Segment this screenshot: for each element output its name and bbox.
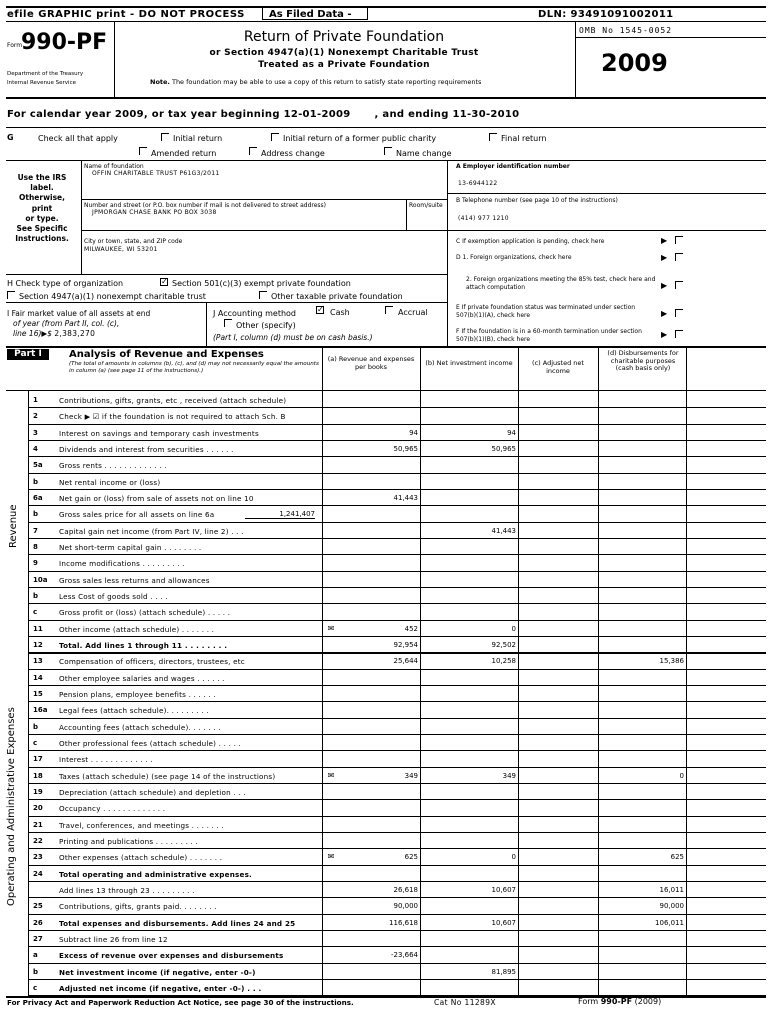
row-divider [28, 767, 766, 768]
row-number: b [33, 722, 39, 731]
row-label: Net gain or (loss) from sale of assets not on line 10 [59, 493, 254, 503]
form-subtitle-1: or Section 4947(a)(1) Nonexempt Charitable Trust [209, 48, 479, 58]
city-label: City or town, state, and ZIP code [84, 238, 183, 245]
cash-checkbox[interactable]: ✓ [317, 305, 324, 314]
row-label: Depreciation (attach schedule) and depletion . . . [59, 787, 246, 797]
row-divider [28, 963, 766, 964]
row-number: 8 [33, 542, 38, 551]
header-note: Note. The foundation may be able to use a copy of this return to satisfy state reporting requirements [150, 78, 482, 86]
row-label: Occupancy . . . . . . . . . . . . . [59, 804, 166, 814]
row-number: b [33, 591, 39, 600]
row-number: 22 [33, 836, 43, 845]
row-number: 12 [33, 640, 43, 649]
fmv-assets-label: I Fair market value of all assets at end of year (from Part II, col. (c), line 16)▶$ 2,383,270 [7, 309, 151, 338]
efile-banner: efile GRAPHIC print - DO NOT PROCESS [7, 9, 245, 20]
row-divider [28, 603, 766, 604]
row-number: 5a [33, 461, 43, 470]
phone-value: (414) 977 1210 [458, 215, 509, 222]
row-divider [28, 538, 766, 539]
row-number: 16a [33, 706, 48, 715]
row-label: Subtract line 26 from line 12 [59, 934, 168, 944]
final-return-label: Final return [501, 134, 547, 143]
exemption-pending-checkbox[interactable] [675, 236, 683, 244]
side-label-expenses: Operating and Administrative Expenses [6, 707, 17, 906]
cell-col-d[interactable]: 0 [679, 771, 684, 780]
part-i-subtitle: (The total of amounts in columns (b), (c), and (d) may not necessarily equal the amounts in column (a) (see page 11 of the instructions).) [69, 361, 319, 374]
final-return-checkbox[interactable] [489, 133, 497, 141]
col-c-header: (c) Adjusted net income [532, 359, 584, 375]
cell-col-a[interactable]: 94 [409, 428, 418, 437]
row-divider [28, 750, 766, 751]
cash-basis-note: (Part I, column (d) must be on cash basis.) [213, 333, 373, 342]
exemption-pending-label: C If exemption application is pending, check here [456, 238, 605, 245]
dept-treasury: Department of the Treasury [7, 71, 84, 77]
foreign-org-label: D 1. Foreign organizations, check here [456, 254, 572, 261]
row-number: c [33, 608, 38, 617]
cell-col-a[interactable]: -23,664 [390, 951, 418, 960]
row-number: 17 [33, 755, 43, 764]
row-label: Dividends and interest from securities . . . . . . [59, 444, 234, 454]
cell-col-b[interactable]: 0 [511, 853, 516, 862]
cell-col-a[interactable]: 349 [404, 771, 418, 780]
row-number: a [33, 951, 38, 960]
row-divider [28, 522, 766, 523]
row-label: Excess of revenue over expenses and disbursements [59, 951, 284, 961]
foundation-name-label: Name of foundation [84, 163, 144, 170]
row-number: 27 [33, 934, 43, 943]
row-label: Gross profit or (loss) (attach schedule) . . . . . [59, 608, 231, 618]
cell-col-b[interactable]: 94 [507, 428, 516, 437]
row-divider [28, 554, 766, 555]
row-divider [28, 571, 766, 572]
row-divider [28, 816, 766, 817]
dln-number: DLN: 93491091002011 [538, 9, 674, 20]
arrow-icon: ▶ [661, 236, 668, 245]
row-number: 24 [33, 869, 43, 878]
row-label: Interest . . . . . . . . . . . . . [59, 755, 153, 765]
row-number: 21 [33, 820, 43, 829]
row-divider [28, 914, 766, 915]
row-label: Other expenses (attach schedule) . . . . . . . [59, 853, 223, 863]
col-b-header: (b) Net investment income [425, 359, 513, 367]
row-divider [28, 734, 766, 735]
row-divider [28, 473, 766, 474]
cat-number: Cat No 11289X [434, 998, 496, 1007]
initial-return-former-label: Initial return of a former public charity [283, 134, 437, 143]
row-divider [28, 685, 766, 686]
row-number: c [33, 738, 38, 747]
amended-return-checkbox[interactable] [139, 147, 147, 155]
row-label: Printing and publications . . . . . . . . . [59, 836, 199, 846]
row-number: 19 [33, 787, 43, 796]
cell-col-a[interactable]: 26,618 [393, 885, 418, 894]
row-label: Total expenses and disbursements. Add lines 24 and 25 [59, 918, 296, 928]
dept-irs: Internal Revenue Service [7, 80, 76, 86]
row-divider [28, 718, 766, 719]
arrow-icon: ▶ [661, 281, 668, 290]
street-address: JPMORGAN CHASE BANK PO BOX 3038 [92, 209, 217, 216]
row-divider [28, 701, 766, 702]
row-divider [28, 783, 766, 784]
row-divider [28, 946, 766, 947]
cell-col-a[interactable]: 50,965 [393, 444, 418, 453]
row-label: Other professional fees (attach schedule) . . . . . [59, 738, 242, 748]
row-number: 18 [33, 771, 43, 780]
arrow-icon: ▶ [661, 330, 668, 339]
cash-label: Cash [330, 308, 350, 317]
foundation-name: OFFIN CHARITABLE TRUST P61G3/2011 [92, 170, 220, 177]
form-subtitle-2: Treated as a Private Foundation [258, 60, 430, 70]
cell-col-b[interactable]: 41,443 [491, 526, 516, 535]
cell-col-b[interactable]: 349 [502, 771, 516, 780]
name-change-label: Name change [396, 149, 452, 158]
h-org-type-label: H Check type of organization [7, 279, 124, 288]
attachment-icon[interactable]: ✉ [327, 852, 335, 862]
row-label: Interest on savings and temporary cash investments [59, 428, 259, 438]
row-divider [28, 440, 766, 441]
row-number: b [33, 510, 39, 519]
footer-form-id: Form 990-PF (2009) [578, 997, 662, 1006]
row-number: 10a [33, 575, 48, 584]
room-suite-label: Room/suite [409, 202, 443, 209]
row-number: 13 [33, 657, 43, 666]
row-divider [28, 832, 766, 833]
cell-col-b[interactable]: 92,502 [491, 640, 516, 649]
row-divider [28, 897, 766, 898]
initial-return-checkbox[interactable] [161, 133, 169, 141]
row-number: 2 [33, 412, 38, 421]
row-number: b [33, 967, 39, 976]
row-divider [28, 489, 766, 490]
cell-col-b[interactable]: 10,607 [491, 918, 516, 927]
sixty-month-label: F If the foundation is in a 60-month termination under section 507(b)(1)(B), check here [456, 328, 642, 343]
other-method-checkbox[interactable] [224, 319, 232, 327]
other-taxable-checkbox[interactable] [259, 291, 267, 299]
calendar-year: For calendar year 2009, or tax year beginning 12-01-2009 , and ending 11-30-2010 [7, 109, 520, 120]
row-number: 15 [33, 689, 43, 698]
privacy-notice: For Privacy Act and Paperwork Reduction Act Notice, see page 30 of the instructions. [7, 998, 354, 1007]
accrual-checkbox[interactable] [385, 306, 393, 314]
row-label: Pension plans, employee benefits . . . . . . [59, 689, 216, 699]
street-label: Number and street (or P.O. box number if mail is not delivered to street address) [84, 202, 327, 209]
sixty-month-checkbox[interactable] [675, 330, 683, 338]
cell-col-d[interactable]: 90,000 [659, 902, 684, 911]
tax-year: 2009 [601, 49, 668, 77]
row-divider [28, 848, 766, 849]
row-label: Capital gain net income (from Part IV, line 2) . . . [59, 526, 244, 536]
pf-terminated-label: E If private foundation status was terminated under section 507(b)(1)(A), check here [456, 304, 636, 319]
row-divider [28, 587, 766, 588]
foreign-org-checkbox[interactable] [675, 253, 683, 261]
row-label: Gross rents . . . . . . . . . . . . . [59, 461, 167, 471]
row-number: 11 [33, 624, 43, 633]
row-number: 26 [33, 918, 43, 927]
row-number: 23 [33, 853, 43, 862]
row-number: 4 [33, 444, 38, 453]
row-label: Add lines 13 through 23 . . . . . . . . . [59, 885, 195, 895]
attachment-icon[interactable]: ✉ [327, 770, 335, 780]
row-divider [28, 456, 766, 457]
cell-col-d[interactable]: 16,011 [659, 885, 684, 894]
row-label: Legal fees (attach schedule). . . . . . . . . [59, 706, 209, 716]
address-change-label: Address change [261, 149, 325, 158]
row-number: b [33, 477, 39, 486]
row-label: Compensation of officers, directors, trustees, etc [59, 657, 245, 667]
g-label: G [7, 133, 14, 142]
part-i-title: Analysis of Revenue and Expenses [69, 349, 264, 360]
cell-col-b[interactable]: 0 [511, 624, 516, 633]
sec501c3-label: Section 501(c)(3) exempt private foundation [172, 279, 351, 288]
row-label: Net investment income (if negative, enter -0-) [59, 967, 256, 977]
col-d-header: (d) Disbursements for charitable purposes (cash basis only) [607, 349, 679, 372]
row-label: Taxes (attach schedule) (see page 14 of the instructions) [59, 771, 276, 781]
row-divider [28, 407, 766, 408]
city-state-zip: MILWAUKEE, WI 53201 [84, 246, 158, 253]
row-divider [28, 881, 766, 882]
col-a-header: (a) Revenue and expenses per books [327, 355, 415, 371]
cell-col-a[interactable]: 116,618 [389, 918, 418, 927]
row-label: Check ▶ ☑ if the foundation is not required to attach Sch. B [59, 412, 286, 422]
row-divider [28, 865, 766, 866]
row-label: Net short-term capital gain . . . . . . . . [59, 542, 202, 552]
cell-col-b[interactable]: 81,895 [491, 967, 516, 976]
cell-col-d[interactable]: 15,386 [659, 657, 684, 666]
side-label-revenue: Revenue [8, 504, 19, 548]
row-number: 3 [33, 428, 38, 437]
row-divider [28, 505, 766, 506]
row-divider [28, 424, 766, 425]
part-i-tag: Part I [7, 349, 49, 360]
sec4947-checkbox[interactable] [7, 291, 15, 299]
sec4947-label: Section 4947(a)(1) nonexempt charitable trust [19, 292, 206, 301]
row-label: Income modifications . . . . . . . . . [59, 559, 185, 569]
row-label: Contributions, gifts, grants, etc , received (attach schedule) [59, 396, 287, 405]
form-number: 990-PF [21, 30, 108, 55]
row-label: Total operating and administrative expenses. [59, 869, 252, 879]
cell-col-a[interactable]: 25,644 [393, 657, 418, 666]
row-number: 9 [33, 559, 38, 568]
arrow-icon: ▶ [661, 253, 668, 262]
row-divider [28, 652, 766, 654]
row-label: Accounting fees (attach schedule). . . . . . . [59, 722, 221, 732]
cell-col-a[interactable]: 92,954 [393, 640, 418, 649]
sec501c3-checkbox[interactable]: ✓ [161, 277, 168, 286]
row-number: 20 [33, 804, 43, 813]
pf-terminated-checkbox[interactable] [675, 309, 683, 317]
accounting-method-label: J Accounting method [213, 309, 297, 318]
row-divider [28, 669, 766, 670]
row-divider [28, 979, 766, 980]
row-number: c [33, 983, 38, 992]
gross-sales-price-value: 1,241,407 [245, 510, 315, 519]
attachment-icon[interactable]: ✉ [327, 623, 335, 633]
row-label: Contributions, gifts, grants paid. . . . . . . . [59, 902, 217, 912]
cell-col-a[interactable]: 452 [404, 624, 418, 633]
row-label: Gross sales less returns and allowances [59, 575, 210, 585]
row-number: 25 [33, 902, 43, 911]
irs-label-instructions: Use the IRS label. Otherwise, print or type. See Specific Instructions. [15, 173, 69, 244]
row-divider [28, 636, 766, 637]
form-title: Return of Private Foundation [243, 29, 445, 45]
row-number: 6a [33, 493, 43, 502]
row-number: 14 [33, 673, 43, 682]
check-all-label: Check all that apply [38, 134, 118, 143]
initial-return-label: Initial return [173, 134, 223, 143]
arrow-icon: ▶ [661, 309, 668, 318]
address-change-checkbox[interactable] [249, 147, 257, 155]
cell-col-b[interactable]: 10,607 [491, 885, 516, 894]
ein-label: A Employer identification number [456, 163, 570, 170]
row-label: Adjusted net income (if negative, enter -0-) . . . [59, 983, 262, 993]
row-label: Other employee salaries and wages . . . . . . [59, 673, 225, 683]
accrual-label: Accrual [398, 308, 428, 317]
cell-col-a[interactable]: 90,000 [393, 902, 418, 911]
cell-col-a[interactable]: 625 [404, 853, 418, 862]
initial-return-former-checkbox[interactable] [271, 133, 279, 141]
name-change-checkbox[interactable] [384, 147, 392, 155]
fmv-assets-value: 2,383,270 [54, 329, 96, 338]
cell-col-a[interactable]: 41,443 [393, 493, 418, 502]
row-label: Less Cost of goods sold . . . . [59, 591, 168, 601]
cell-col-b[interactable]: 10,258 [491, 657, 516, 666]
row-divider [28, 620, 766, 621]
cell-col-d[interactable]: 625 [670, 853, 684, 862]
row-divider [28, 930, 766, 931]
cell-col-b[interactable]: 50,965 [491, 444, 516, 453]
row-label: Total. Add lines 1 through 11 . . . . . . . . [59, 640, 228, 650]
amended-return-label: Amended return [151, 149, 217, 158]
row-label: Gross sales price for all assets on line 6a [59, 510, 215, 520]
form-prefix: Form [7, 42, 23, 49]
as-filed-banner: As Filed Data - [262, 7, 368, 20]
foreign-org-85-label: 2. Foreign organizations meeting the 85% test, check here and attach computation [466, 276, 656, 291]
foreign-org-85-checkbox[interactable] [675, 281, 683, 289]
row-label: Travel, conferences, and meetings . . . . . . . [59, 820, 224, 830]
row-divider [28, 799, 766, 800]
row-number: 7 [33, 526, 38, 535]
row-label: Net rental income or (loss) [59, 477, 161, 487]
row-number: 1 [33, 396, 38, 404]
other-method-label: Other (specify) [236, 321, 296, 330]
ein-value: 13-6944122 [458, 180, 498, 187]
other-taxable-label: Other taxable private foundation [271, 292, 403, 301]
cell-col-d[interactable]: 106,011 [655, 918, 684, 927]
row-label: Other income (attach schedule) . . . . . . . [59, 624, 215, 634]
phone-label: B Telephone number (see page 10 of the instructions) [456, 197, 618, 204]
omb-number: OMB No 1545-0052 [579, 26, 673, 35]
